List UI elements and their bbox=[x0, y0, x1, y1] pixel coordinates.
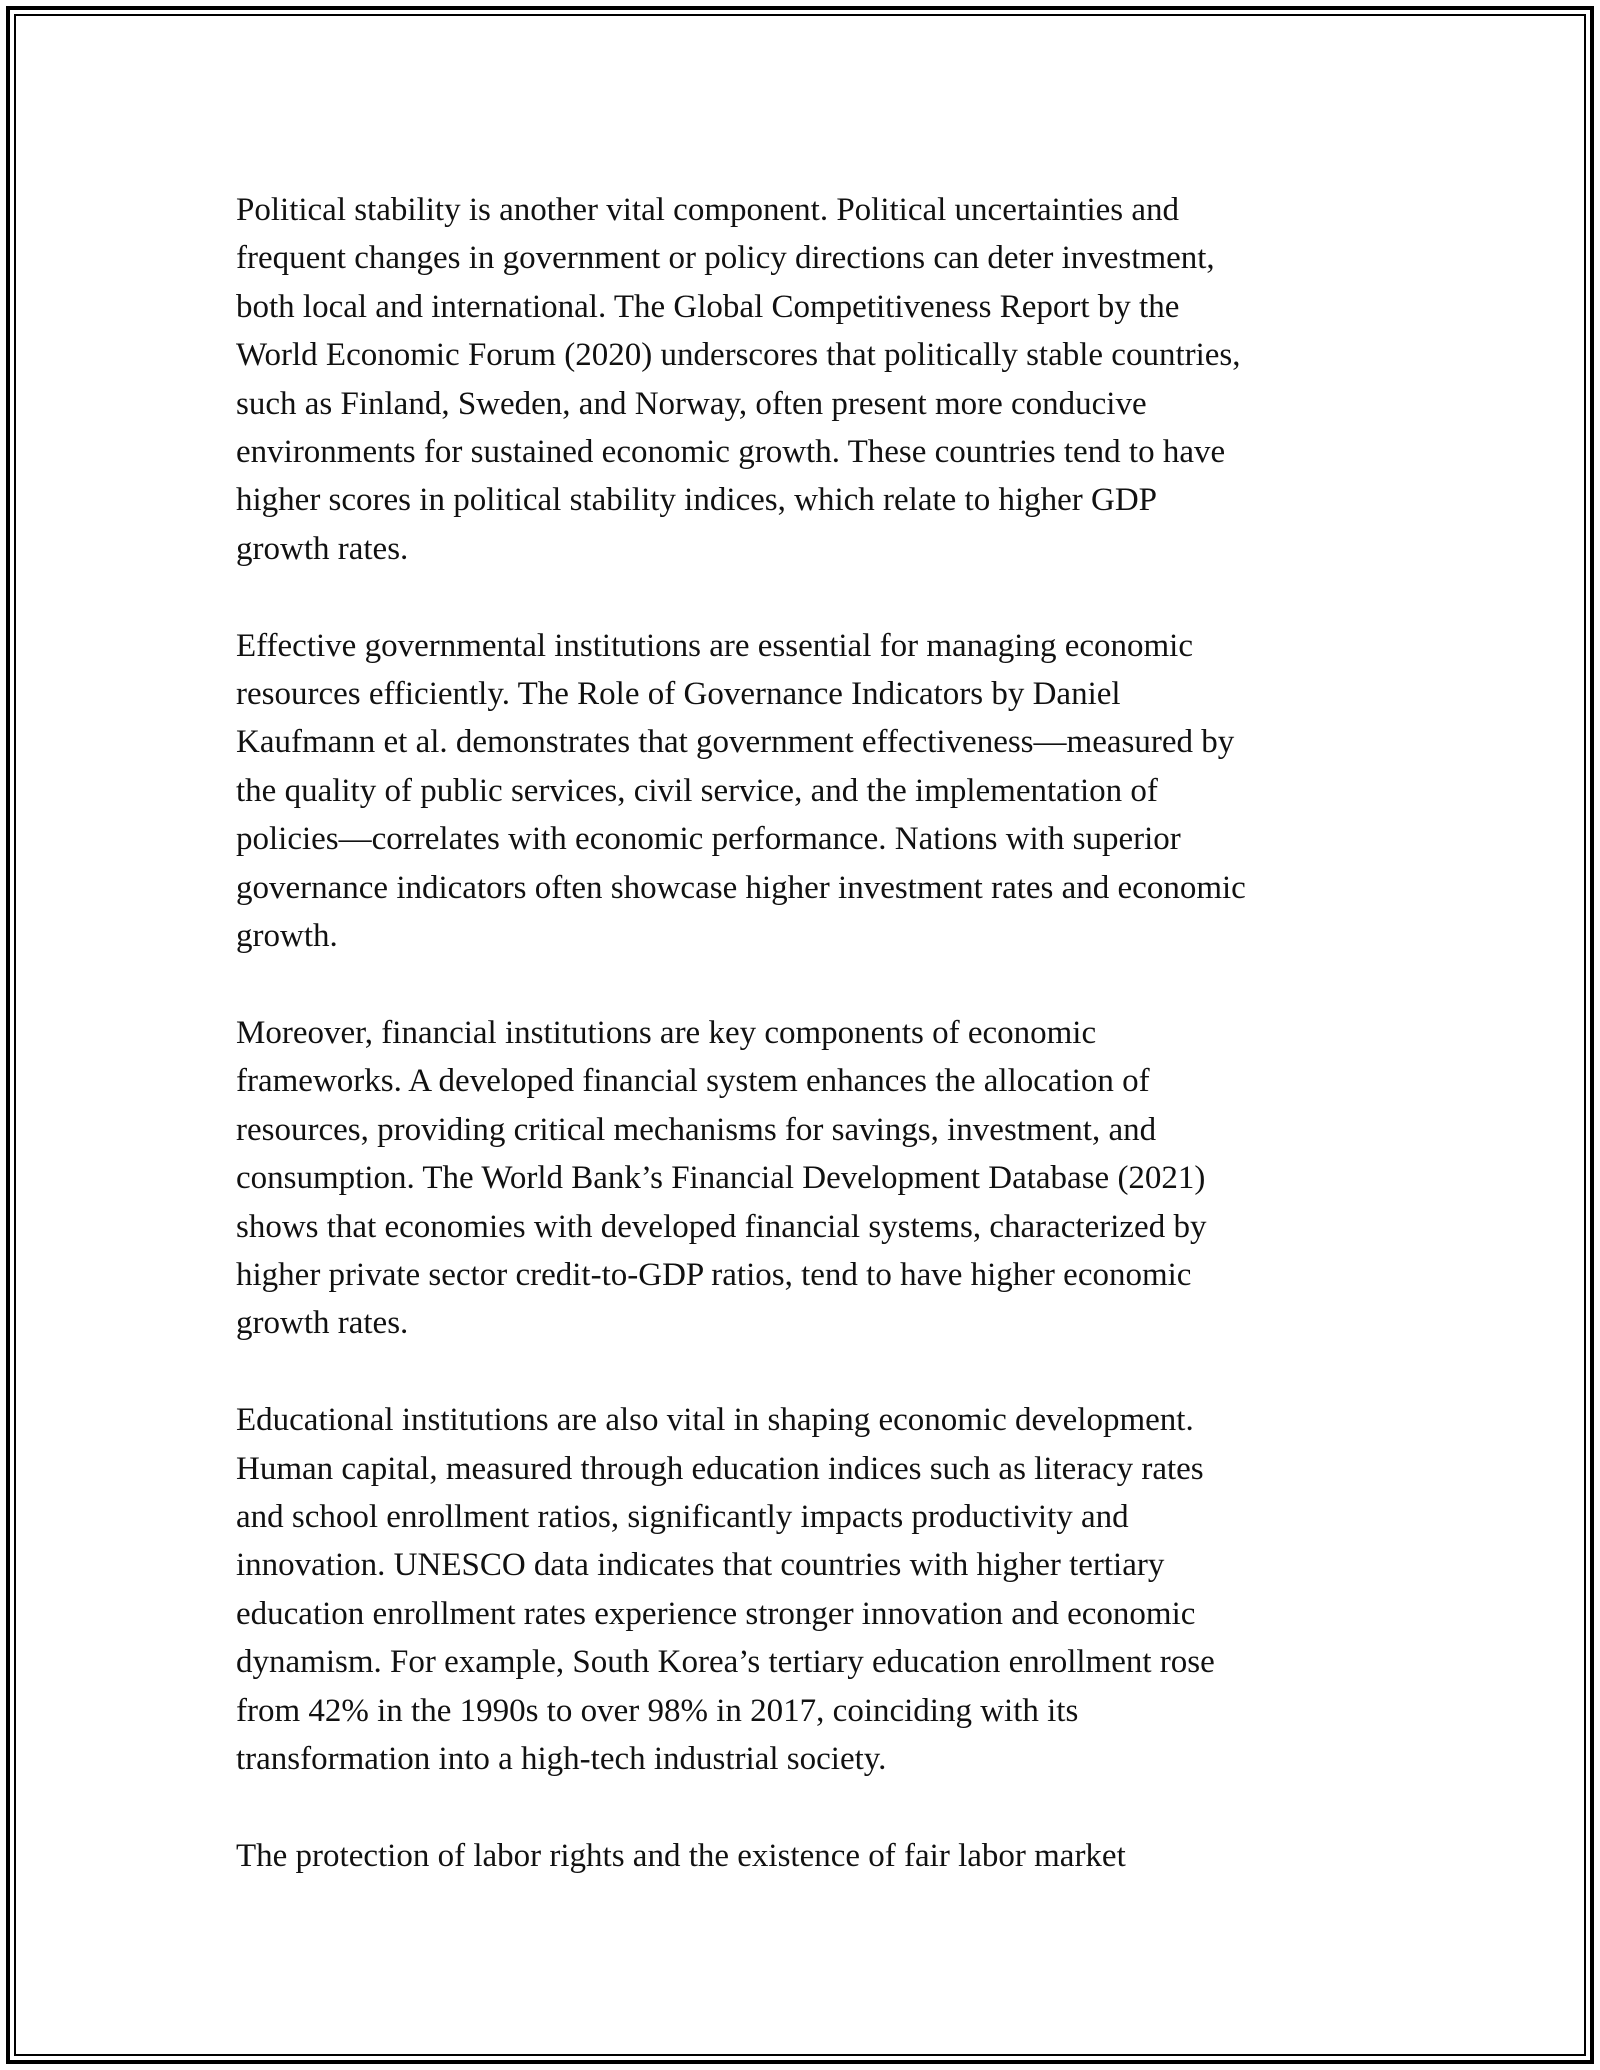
paragraph-labor-rights: The protection of labor rights and the existence of fair labor market bbox=[236, 1837, 1126, 1874]
paragraph-governmental-institutions: Effective governmental institutions are essential for managing economic resources efficiently. The Role of Governance Indicators by Daniel Kaufmann et al. demonstrates that government effectiveness—measured by the quality of public services, civil service, and the implementation of policies—correlates with economic performance. Nations with superior governance indicators often showcase higher investment rates and economic growth. bbox=[236, 627, 1246, 955]
paragraph-educational-institutions: Educational institutions are also vital in shaping economic development. Human capital, measured through education indices such as literacy rates and school enrollment ratios, significantly impacts productivity and innovation. UNESCO data indicates that countries with higher tertiary education enrollment rates experience stronger innovation and economic dynamism. For example, South Korea’s tertiary education enrollment rose from 42% in the 1990s to over 98% in 2017, coinciding with its transformation into a high-tech industrial society. bbox=[236, 1402, 1215, 1777]
paragraph-political-stability: Political stability is another vital component. Political uncertainties and frequent changes in government or policy directions can deter investment, both local and international. The Global Competitiveness Report by the World Economic Forum (2020) underscores that politically stable countries, such as Finland, Sweden, and Norway, often present more conducive environments for sustained economic growth. These countries tend to have higher scores in political stability indices, which relate to higher GDP growth rates. bbox=[236, 192, 1241, 567]
paragraph-financial-institutions: Moreover, financial institutions are key components of economic frameworks. A developed financial system enhances the allocation of resources, providing critical mechanisms for savings, investment, and consumption. The World Bank’s Financial Development Database (2021) shows that economies with developed financial systems, characterized by higher private sector credit-to-GDP ratios, tend to have higher economic growth rates. bbox=[236, 1014, 1207, 1342]
document-body bbox=[236, 186, 1366, 1929]
